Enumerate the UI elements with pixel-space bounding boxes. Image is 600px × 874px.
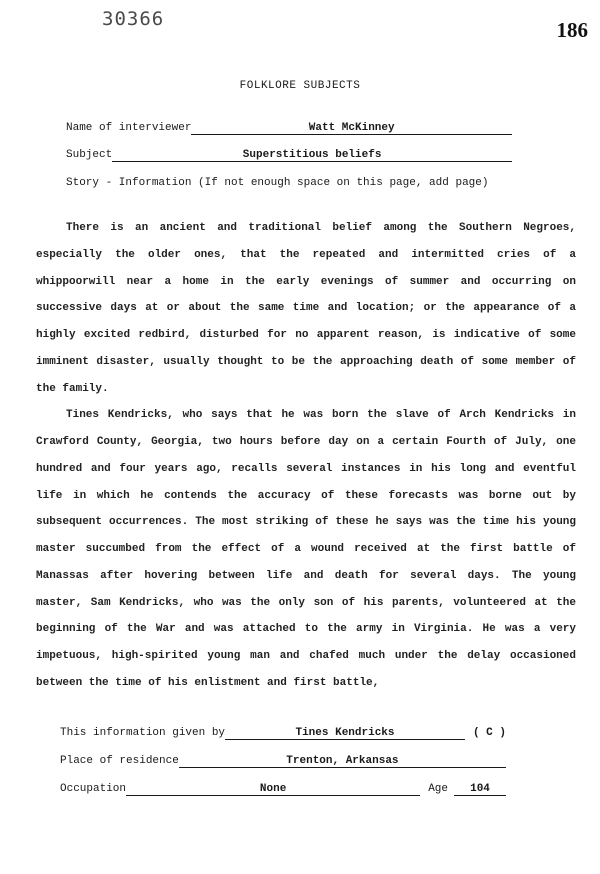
age-value: 104 bbox=[454, 783, 506, 796]
informant-race-code: ( C ) bbox=[472, 727, 506, 739]
residence-field bbox=[60, 755, 506, 768]
page-number: 186 bbox=[556, 18, 588, 42]
occupation-value: None bbox=[126, 783, 420, 796]
interviewer-value: Watt McKinney bbox=[191, 122, 512, 135]
informant-field bbox=[60, 727, 506, 740]
interviewer-field bbox=[66, 122, 512, 135]
informant-label: This information given by bbox=[60, 727, 226, 739]
subject-label: Subject bbox=[66, 149, 113, 161]
document-number: 30366 bbox=[102, 8, 165, 30]
age-label: Age bbox=[428, 783, 448, 795]
paragraph-1: There is an ancient and traditional belief among the Southern Negroes, especially the older ones, that the repeated and intermitted cries of a whippoorwill near a home in the early evenings of summer and occurring on successive days at or about the same time and location; or the appearance of a highly excited redbird, disturbed for no apparent reason, is indicative of some imminent disaster, usually thought to be the approaching death of some member of the family. bbox=[36, 222, 576, 395]
subject-field bbox=[66, 149, 512, 162]
informant-value: Tines Kendricks bbox=[225, 727, 465, 740]
interviewer-label: Name of interviewer bbox=[66, 122, 192, 134]
story-body bbox=[36, 215, 576, 697]
paragraph-2: Tines Kendricks, who says that he was born the slave of Arch Kendricks in Crawford County, Georgia, two hours before day on a certain Fourth of July, one hundred and four years ago, recalls several instances in his long and eventful life in which he contends the accuracy of these forecasts was borne out by subsequent occurrences. The most striking of these he says was the time his young master succumbed from the effect of a wound received at the first battle of Manassas after hovering between life and death for several days. The young master, Sam Kendricks, who was the only son of his parents, volunteered at the beginning of the War and was attached to the army in Virginia. He was a very impetuous, high-spirited young man and chafed much under the delay occasioned between the time of his enlistment and first battle, bbox=[36, 409, 576, 689]
page-title: FOLKLORE SUBJECTS bbox=[239, 80, 361, 92]
residence-value: Trenton, Arkansas bbox=[179, 755, 506, 768]
residence-label: Place of residence bbox=[60, 755, 179, 767]
story-information-note: Story - Information (If not enough space on this page, add page) bbox=[66, 177, 489, 189]
occupation-label: Occupation bbox=[60, 783, 127, 795]
occupation-field bbox=[60, 783, 506, 796]
subject-value: Superstitious beliefs bbox=[112, 149, 512, 162]
